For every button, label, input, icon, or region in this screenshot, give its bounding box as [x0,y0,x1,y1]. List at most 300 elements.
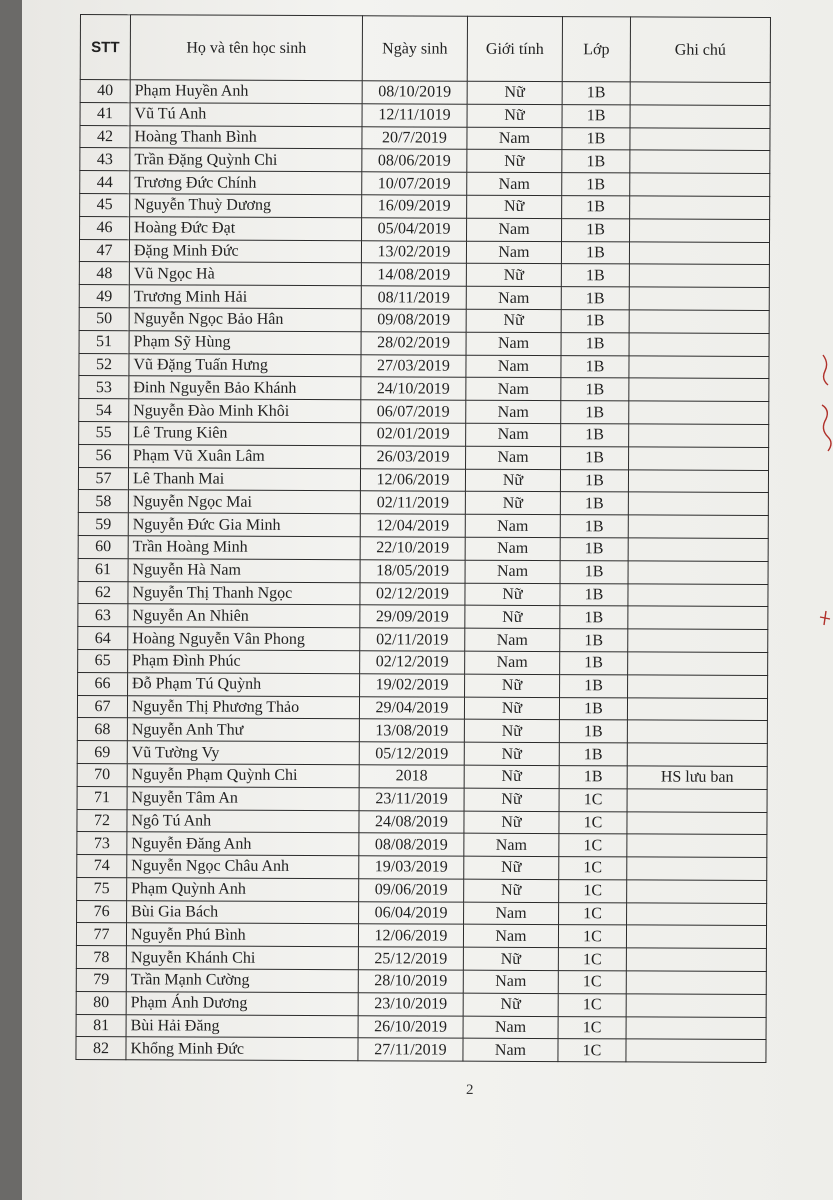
cell-name: Nguyễn Hà Nam [128,558,360,582]
cell-class: 1B [559,766,627,789]
cell-class: 1C [559,879,627,902]
cell-gender: Nữ [464,788,559,811]
cell-stt: 44 [80,171,130,194]
cell-gender: Nữ [464,719,559,742]
cell-class: 1B [561,424,629,447]
cell-stt: 79 [76,969,126,992]
cell-dob: 09/06/2019 [359,879,464,902]
cell-dob: 22/10/2019 [360,537,465,560]
cell-note [629,310,769,333]
cell-class: 1B [561,264,629,287]
cell-stt: 60 [78,535,128,558]
cell-note [628,515,768,538]
cell-stt: 67 [77,695,127,718]
table-row [78,490,768,516]
table-row [77,809,767,835]
cell-name: Phạm Ánh Dương [126,992,358,1016]
cell-name: Nguyễn Anh Thư [127,718,359,742]
cell-stt: 74 [77,855,127,878]
table-row [77,763,767,789]
cell-note [627,834,767,857]
cell-class: 1B [561,401,629,424]
cell-gender: Nữ [465,469,560,492]
cell-note [629,401,769,424]
table-row [76,946,766,972]
cell-name: Phạm Vũ Xuân Lâm [129,444,361,468]
cell-dob: 13/02/2019 [361,240,466,263]
cell-gender: Nữ [466,309,561,332]
cell-class: 1B [559,720,627,743]
cell-stt: 47 [79,239,129,262]
cell-note [626,925,766,948]
cell-gender: Nữ [464,879,559,902]
cell-note [629,241,769,264]
cell-class: 1B [560,492,628,515]
cell-name: Vũ Tường Vy [127,741,359,765]
cell-class: 1C [559,902,627,925]
cell-name: Vũ Tú Anh [130,103,362,127]
cell-class: 1B [559,697,627,720]
cell-stt: 46 [80,216,130,239]
cell-name: Nguyễn Khánh Chi [126,946,358,970]
cell-name: Bùi Gia Bách [127,900,359,924]
cell-stt: 62 [78,581,128,604]
cell-name: Hoàng Thanh Bình [130,125,362,149]
cell-class: 1B [560,606,628,629]
red-ink-mark [818,345,833,645]
cell-name: Nguyễn Ngọc Bảo Hân [129,308,361,332]
header-name: Họ và tên học sinh [130,15,362,81]
cell-dob: 23/10/2019 [358,993,463,1016]
table-row [78,535,768,561]
cell-stt: 71 [77,786,127,809]
cell-stt: 43 [80,148,130,171]
table-row [77,855,767,881]
cell-class: 1C [558,971,626,994]
cell-dob: 16/09/2019 [362,195,467,218]
cell-stt: 41 [80,102,130,125]
cell-gender: Nam [467,127,562,150]
table-row [76,969,766,995]
table-row [78,513,768,539]
cell-note [628,469,768,492]
student-list-table [75,14,771,1063]
cell-dob: 08/08/2019 [359,833,464,856]
cell-note [630,173,770,196]
cell-stt: 64 [78,627,128,650]
cell-gender: Nam [463,1039,558,1062]
header-dob: Ngày sinh [362,16,467,81]
table-row [77,741,767,767]
table-row [77,718,767,744]
table-row [78,604,768,630]
cell-dob: 05/04/2019 [362,218,467,241]
cell-gender: Nữ [465,606,560,629]
header-note: Ghi chú [630,17,770,83]
cell-dob: 24/08/2019 [359,810,464,833]
cell-dob: 28/02/2019 [361,331,466,354]
table-row [80,216,770,242]
cell-gender: Nam [465,628,560,651]
cell-note [630,82,770,105]
cell-gender: Nam [466,400,561,423]
cell-name: Phạm Sỹ Hùng [129,330,361,354]
cell-note [627,720,767,743]
cell-note [630,196,770,219]
cell-name: Nguyễn Phạm Quỳnh Chi [127,764,359,788]
table-row [79,353,769,379]
cell-class: 1C [558,1039,626,1062]
table-row [79,262,769,288]
table-row [78,558,768,584]
table-row [79,421,769,447]
cell-note [628,538,768,561]
table-row [76,991,766,1017]
cell-dob: 27/03/2019 [361,354,466,377]
cell-dob: 19/03/2019 [359,856,464,879]
cell-dob: 23/11/2019 [359,787,464,810]
cell-dob: 29/04/2019 [359,696,464,719]
cell-stt: 70 [77,763,127,786]
cell-name: Hoàng Nguyễn Vân Phong [128,627,360,651]
cell-gender: Nữ [465,492,560,515]
cell-stt: 52 [79,353,129,376]
cell-gender: Nữ [464,811,559,834]
cell-note [629,378,769,401]
cell-stt: 68 [77,718,127,741]
cell-dob: 12/06/2019 [360,468,465,491]
cell-name: Nguyễn Phú Bình [126,923,358,947]
cell-dob: 06/07/2019 [361,400,466,423]
cell-class: 1B [560,560,628,583]
cell-class: 1B [562,127,630,150]
cell-class: 1B [561,446,629,469]
cell-class: 1C [559,857,627,880]
cell-gender: Nam [463,1016,558,1039]
cell-dob: 2018 [359,765,464,788]
cell-note [627,789,767,812]
table-row [78,581,768,607]
table-row [80,80,770,106]
table-row [76,923,766,949]
cell-gender: Nữ [464,742,559,765]
cell-stt: 63 [78,604,128,627]
cell-class: 1B [562,196,630,219]
cell-gender: Nữ [464,765,559,788]
table-row [80,148,770,174]
table-row [77,832,767,858]
cell-note [628,652,768,675]
cell-note [626,948,766,971]
cell-note [628,606,768,629]
table-row [78,467,768,493]
cell-dob: 06/04/2019 [359,901,464,924]
cell-gender: Nam [467,218,562,241]
cell-note [627,903,767,926]
cell-name: Trần Hoàng Minh [128,536,360,560]
cell-class: 1B [560,515,628,538]
cell-note [628,583,768,606]
cell-note [627,857,767,880]
cell-note [630,150,770,173]
cell-gender: Nữ [467,81,562,104]
cell-name: Vũ Đặng Tuấn Hưng [129,353,361,377]
cell-dob: 26/03/2019 [361,445,466,468]
table-row [79,376,769,402]
table-header [80,15,770,83]
cell-note [629,447,769,470]
cell-class: 1B [562,173,630,196]
cell-note [630,219,770,242]
cell-stt: 78 [76,946,126,969]
cell-gender: Nam [466,286,561,309]
cell-note [629,355,769,378]
cell-name: Đinh Nguyễn Bảo Khánh [129,376,361,400]
cell-note [626,994,766,1017]
cell-name: Nguyễn Tâm An [127,786,359,810]
cell-name: Trương Đức Chính [130,171,362,195]
cell-class: 1B [559,743,627,766]
cell-note [629,424,769,447]
cell-class: 1B [561,378,629,401]
cell-class: 1C [559,811,627,834]
cell-note [630,127,770,150]
cell-note [627,880,767,903]
cell-stt: 82 [76,1037,126,1060]
cell-class: 1B [562,150,630,173]
table-row [76,1014,766,1040]
cell-stt: 80 [76,991,126,1014]
cell-stt: 49 [79,285,129,308]
cell-gender: Nam [465,651,560,674]
cell-note [629,333,769,356]
cell-note [628,492,768,515]
table-row [77,695,767,721]
cell-gender: Nữ [467,195,562,218]
cell-gender: Nữ [463,947,558,970]
cell-dob: 08/10/2019 [362,81,467,104]
header-stt: STT [80,15,130,80]
cell-gender: Nam [466,446,561,469]
cell-name: Vũ Ngọc Hà [129,262,361,286]
cell-name: Khổng Minh Đức [126,1037,358,1061]
cell-dob: 26/10/2019 [358,1015,463,1038]
table-row [79,444,769,470]
cell-dob: 12/06/2019 [358,924,463,947]
header-gender: Giới tính [467,16,562,81]
cell-gender: Nam [465,560,560,583]
cell-note [628,629,768,652]
cell-name: Nguyễn Ngọc Mai [128,490,360,514]
table-row [80,102,770,128]
cell-dob: 29/09/2019 [360,605,465,628]
cell-dob: 19/02/2019 [360,673,465,696]
cell-dob: 09/08/2019 [361,309,466,332]
cell-name: Đỗ Phạm Tú Quỳnh [128,672,360,696]
cell-stt: 76 [77,900,127,923]
cell-stt: 53 [79,376,129,399]
cell-gender: Nữ [467,150,562,173]
cell-class: 1B [560,674,628,697]
cell-name: Trần Đặng Quỳnh Chi [130,148,362,172]
cell-dob: 02/01/2019 [361,423,466,446]
cell-class: 1B [560,652,628,675]
cell-class: 1B [562,218,630,241]
cell-stt: 56 [79,444,129,467]
cell-name: Nguyễn Thuỳ Dương [130,194,362,218]
cell-class: 1C [558,948,626,971]
cell-note [627,697,767,720]
cell-class: 1B [561,287,629,310]
cell-dob: 10/07/2019 [362,172,467,195]
cell-class: 1B [562,82,630,105]
cell-class: 1B [561,310,629,333]
cell-dob: 08/11/2019 [361,286,466,309]
cell-gender: Nữ [467,104,562,127]
cell-dob: 02/11/2019 [360,628,465,651]
cell-stt: 40 [80,80,130,103]
cell-dob: 12/11/1019 [362,104,467,127]
table-row [79,330,769,356]
cell-note [626,971,766,994]
cell-stt: 73 [77,832,127,855]
cell-name: Trần Mạnh Cường [126,969,358,993]
cell-note [626,1039,766,1062]
cell-dob: 02/12/2019 [360,582,465,605]
table-row [76,1037,766,1063]
cell-class: 1C [558,1016,626,1039]
cell-dob: 14/08/2019 [361,263,466,286]
cell-note [628,675,768,698]
cell-note [628,561,768,584]
cell-dob: 27/11/2019 [358,1038,463,1061]
table-row [77,877,767,903]
cell-stt: 48 [79,262,129,285]
cell-gender: Nam [465,537,560,560]
cell-stt: 51 [79,330,129,353]
cell-stt: 57 [78,467,128,490]
table-row [80,193,770,219]
cell-dob: 02/12/2019 [360,651,465,674]
cell-stt: 81 [76,1014,126,1037]
cell-name: Nguyễn Thị Phương Thảo [127,695,359,719]
cell-gender: Nam [465,514,560,537]
table-row [80,171,770,197]
cell-name: Lê Trung Kiên [129,422,361,446]
cell-gender: Nữ [464,856,559,879]
cell-gender: Nam [464,902,559,925]
cell-stt: 65 [78,649,128,672]
cell-name: Ngô Tú Anh [127,809,359,833]
cell-dob: 02/11/2019 [360,491,465,514]
cell-name: Phạm Huyền Anh [130,80,362,104]
cell-class: 1C [558,993,626,1016]
cell-stt: 55 [79,421,129,444]
cell-class: 1B [560,583,628,606]
cell-note [627,743,767,766]
cell-gender: Nam [463,970,558,993]
cell-class: 1B [560,469,628,492]
cell-stt: 66 [78,672,128,695]
cell-gender: Nam [463,925,558,948]
cell-gender: Nam [464,833,559,856]
cell-note: HS lưu ban [627,766,767,789]
cell-name: Phạm Đình Phúc [128,650,360,674]
table-row [80,125,770,151]
cell-note [630,105,770,128]
cell-name: Nguyễn Ngọc Châu Anh [127,855,359,879]
cell-dob: 13/08/2019 [359,719,464,742]
cell-dob: 20/7/2019 [362,126,467,149]
cell-gender: Nam [466,332,561,355]
cell-dob: 05/12/2019 [359,742,464,765]
cell-stt: 50 [79,307,129,330]
page-number: 2 [466,1082,474,1098]
cell-dob: 28/10/2019 [358,970,463,993]
cell-stt: 61 [78,558,128,581]
header-class: Lớp [562,17,630,82]
table-row [78,672,768,698]
cell-dob: 18/05/2019 [360,559,465,582]
cell-name: Trương Minh Hải [129,285,361,309]
cell-gender: Nam [466,378,561,401]
cell-name: Đặng Minh Đức [129,239,361,263]
cell-class: 1C [559,788,627,811]
cell-gender: Nữ [465,583,560,606]
table-row [77,786,767,812]
cell-note [629,264,769,287]
cell-stt: 42 [80,125,130,148]
cell-name: Nguyễn Đức Gia Minh [128,513,360,537]
cell-stt: 45 [80,193,130,216]
table-row [79,285,769,311]
cell-name: Hoàng Đức Đạt [130,216,362,240]
cell-class: 1C [559,834,627,857]
cell-dob: 24/10/2019 [361,377,466,400]
cell-dob: 25/12/2019 [358,947,463,970]
cell-stt: 54 [79,399,129,422]
cell-gender: Nam [466,423,561,446]
cell-gender: Nam [466,241,561,264]
cell-dob: 12/04/2019 [360,514,465,537]
cell-class: 1B [560,629,628,652]
cell-note [626,1017,766,1040]
cell-class: 1B [562,104,630,127]
table-row [79,239,769,265]
cell-note [627,811,767,834]
cell-name: Nguyễn Đăng Anh [127,832,359,856]
cell-class: 1B [560,538,628,561]
cell-name: Nguyễn An Nhiên [128,604,360,628]
cell-gender: Nam [467,172,562,195]
cell-name: Nguyễn Đào Minh Khôi [129,399,361,423]
table-row [78,649,768,675]
cell-stt: 59 [78,513,128,536]
cell-stt: 72 [77,809,127,832]
cell-name: Nguyễn Thị Thanh Ngọc [128,581,360,605]
cell-class: 1B [561,332,629,355]
cell-class: 1B [561,355,629,378]
cell-class: 1C [558,925,626,948]
cell-class: 1B [561,241,629,264]
cell-stt: 69 [77,741,127,764]
cell-stt: 58 [78,490,128,513]
cell-gender: Nam [466,355,561,378]
cell-note [629,287,769,310]
cell-name: Lê Thanh Mai [128,467,360,491]
table-row [79,399,769,425]
cell-gender: Nữ [465,674,560,697]
